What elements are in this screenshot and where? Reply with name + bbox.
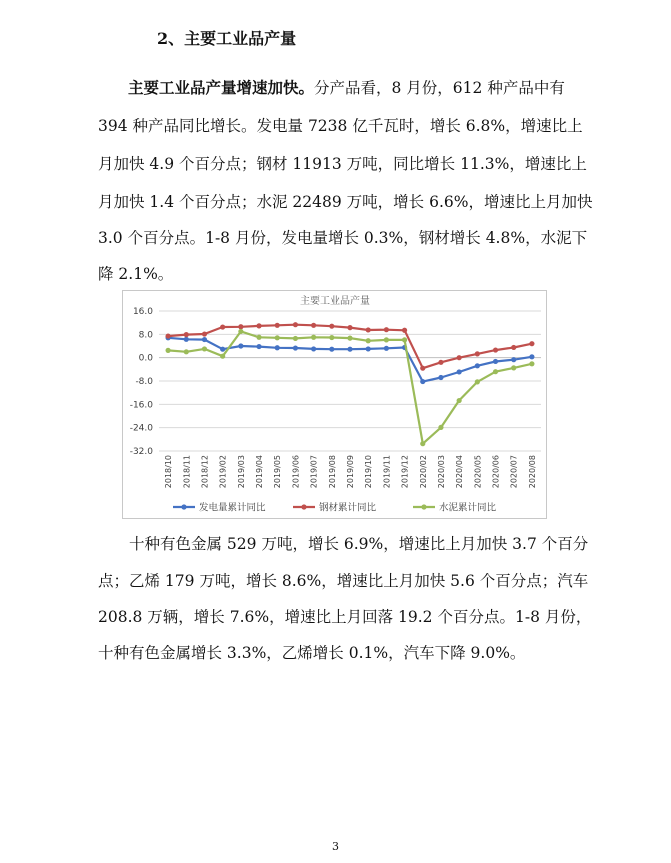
paragraph1-line4: 月加快 1.4 个百分点；水泥 22489 万吨，增长 6.6%，增速比上月加快 [98, 193, 593, 211]
legend-item [293, 502, 377, 514]
series-line [168, 338, 532, 382]
x-tick-label: 2020/07 [509, 455, 519, 489]
legend-item [173, 502, 266, 514]
x-tick-label: 2020/08 [527, 455, 537, 489]
x-tick-label: 2019/04 [255, 455, 265, 489]
data-point [384, 346, 389, 351]
data-point [402, 328, 407, 333]
paragraph1-line6: 降 2.1%。 [98, 265, 174, 283]
data-point [457, 398, 462, 403]
y-axis-tick-labels [130, 307, 154, 457]
y-tick-label: 8.0 [138, 330, 153, 341]
data-point [529, 354, 534, 359]
data-point [256, 323, 261, 328]
data-point [438, 425, 443, 430]
y-tick-label: 0.0 [138, 353, 153, 364]
x-tick-label: 2019/05 [273, 455, 283, 489]
x-tick-label: 2020/04 [455, 455, 465, 489]
data-point [184, 349, 189, 354]
section-heading: 2、主要工业品产量 [157, 29, 297, 48]
data-point [238, 329, 243, 334]
data-point [475, 379, 480, 384]
data-point [493, 369, 498, 374]
x-tick-label: 2019/06 [291, 455, 301, 489]
data-point [202, 331, 207, 336]
x-tick-label: 2020/05 [473, 455, 483, 489]
data-point [366, 338, 371, 343]
legend-label: 钢材累计同比 [319, 502, 377, 514]
legend-swatch-marker [301, 504, 306, 509]
data-point [457, 355, 462, 360]
data-point [238, 324, 243, 329]
data-point [184, 332, 189, 337]
y-tick-label: -24.0 [129, 423, 153, 434]
data-point [275, 323, 280, 328]
data-point [184, 337, 189, 342]
paragraph2-line3: 208.8 万辆，增长 7.6%，增速比上月回落 19.2 个百分点。1-8 月份， [98, 608, 592, 626]
data-point [511, 357, 516, 362]
data-point [220, 354, 225, 359]
data-point [311, 335, 316, 340]
data-point [438, 375, 443, 380]
x-tick-label: 2019/12 [400, 455, 410, 489]
x-tick-label: 2020/02 [418, 455, 428, 489]
paragraph2-line1: 十种有色金属 529 万吨，增长 6.9%，增速比上月加快 3.7 个百分 [129, 535, 589, 553]
data-point [438, 360, 443, 365]
data-point [202, 337, 207, 342]
chart-legend [173, 502, 497, 514]
data-point [366, 346, 371, 351]
data-point [347, 347, 352, 352]
paragraph1-line5: 3.0 个百分点。1-8 月份，发电量增长 0.3%，钢材增长 4.8%，水泥下 [98, 229, 588, 247]
data-point [165, 348, 170, 353]
data-point [293, 345, 298, 350]
data-point [347, 336, 352, 341]
data-point [256, 344, 261, 349]
paragraph1-line1-rest: 分产品看，8 月份，612 种产品中有 [314, 79, 565, 97]
data-point [275, 335, 280, 340]
data-point [420, 441, 425, 446]
data-point [384, 327, 389, 332]
data-point [256, 335, 261, 340]
production-chart [122, 290, 547, 519]
x-tick-label: 2020/06 [491, 455, 501, 489]
data-point [220, 347, 225, 352]
legend-swatch-marker [421, 504, 426, 509]
data-point [293, 322, 298, 327]
legend-item [413, 502, 497, 514]
paragraph1-line2: 394 种产品同比增长。发电量 7238 亿千瓦时，增长 6.8%，增速比上 [98, 117, 583, 135]
x-tick-label: 2018/12 [200, 455, 210, 489]
y-tick-label: -32.0 [129, 447, 153, 457]
data-point [529, 361, 534, 366]
series-line [168, 325, 532, 369]
chart-canvas [123, 291, 548, 520]
series-3 [165, 329, 534, 446]
legend-label: 发电量累计同比 [199, 502, 266, 514]
chart-gridlines [159, 311, 541, 451]
data-point [329, 335, 334, 340]
paragraph2-line2: 点；乙烯 179 万吨，增长 8.6%，增速比上月加快 5.6 个百分点；汽车 [98, 572, 589, 590]
data-point [475, 351, 480, 356]
data-point [511, 345, 516, 350]
data-point [329, 324, 334, 329]
data-point [493, 347, 498, 352]
data-point [384, 337, 389, 342]
x-tick-label: 2019/08 [327, 455, 337, 489]
x-axis-tick-labels [164, 455, 537, 488]
y-tick-label: -16.0 [129, 400, 153, 411]
data-point [238, 343, 243, 348]
data-point [475, 363, 480, 368]
x-tick-label: 2019/03 [236, 455, 246, 489]
data-point [493, 359, 498, 364]
x-tick-label: 2019/10 [364, 455, 374, 489]
data-point [529, 341, 534, 346]
paragraph1-lead: 主要工业品产量增速加快。 [128, 78, 315, 97]
y-tick-label: -8.0 [135, 377, 153, 387]
legend-label: 水泥累计同比 [439, 502, 497, 514]
data-point [220, 324, 225, 329]
data-point [366, 327, 371, 332]
data-point [275, 345, 280, 350]
x-tick-label: 2018/11 [182, 455, 192, 489]
paragraph1-line1 [128, 78, 565, 98]
chart-title: 主要工业品产量 [300, 296, 370, 307]
x-tick-label: 2020/03 [436, 455, 446, 489]
data-point [420, 379, 425, 384]
paragraph1-line3: 月加快 4.9 个百分点；钢材 11913 万吨，同比增长 11.3%，增速比上 [98, 155, 587, 173]
data-point [202, 346, 207, 351]
x-tick-label: 2019/02 [218, 455, 228, 489]
data-point [329, 347, 334, 352]
series-2 [165, 322, 534, 371]
x-tick-label: 2019/11 [382, 455, 392, 489]
legend-swatch-marker [181, 504, 186, 509]
data-point [311, 323, 316, 328]
data-point [402, 337, 407, 342]
data-point [165, 333, 170, 338]
data-point [347, 325, 352, 330]
series-1 [165, 335, 534, 384]
data-point [311, 346, 316, 351]
x-tick-label: 2019/07 [309, 455, 319, 489]
x-tick-label: 2019/09 [346, 455, 355, 489]
data-point [293, 336, 298, 341]
data-point [511, 365, 516, 370]
paragraph2-line4: 十种有色金属增长 3.3%，乙烯增长 0.1%，汽车下降 9.0%。 [98, 644, 526, 662]
data-point [457, 369, 462, 374]
page-number: 3 [332, 840, 339, 853]
y-tick-label: 16.0 [132, 307, 153, 317]
data-point [420, 366, 425, 371]
x-tick-label: 2018/10 [164, 455, 174, 489]
